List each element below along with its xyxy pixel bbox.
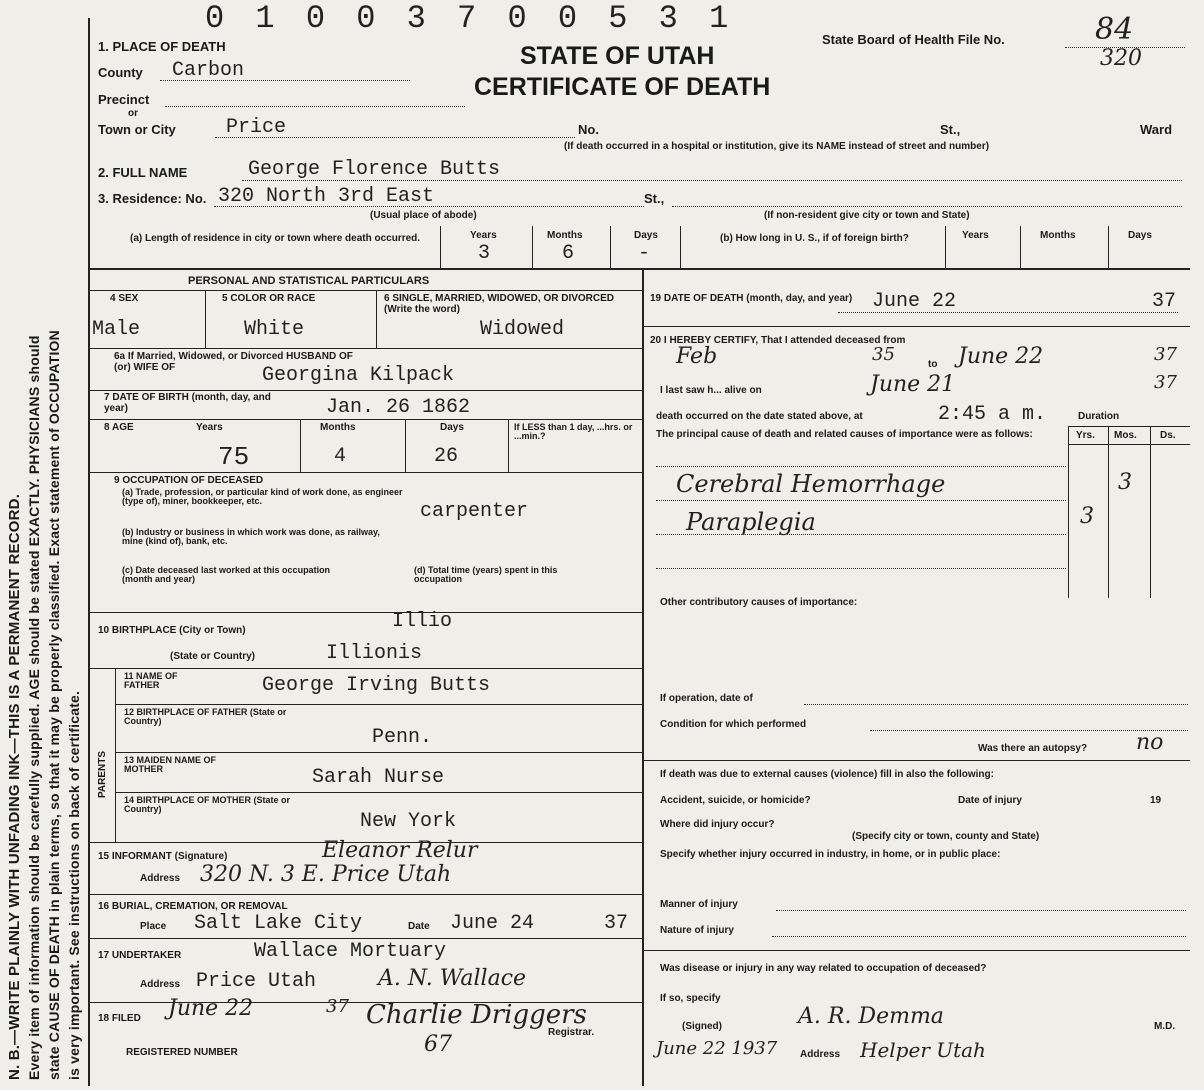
- color-label: 5 COLOR OR RACE: [222, 293, 316, 304]
- us-col-3: [1108, 226, 1109, 268]
- len-months-label: Months: [547, 230, 583, 241]
- last-saw-year: 37: [1154, 372, 1177, 393]
- specify-label: If so, specify: [660, 993, 721, 1004]
- nature-label: Nature of injury: [660, 925, 734, 936]
- informant-address-label: Address: [140, 873, 181, 884]
- file-number: 84: [1095, 12, 1134, 47]
- len-col-3: [610, 226, 611, 268]
- nature-line: [772, 936, 1186, 937]
- file-line: [1065, 47, 1185, 48]
- dob-value: Jan. 26 1862: [326, 396, 471, 419]
- age-col-2: [405, 420, 406, 472]
- mother-label: 13 MAIDEN NAME OF MOTHER: [124, 755, 217, 775]
- burial-date: June 24: [450, 912, 535, 935]
- informant-address: 320 N. 3 E. Price Utah: [200, 862, 452, 887]
- parents-label: PARENTS: [97, 750, 108, 798]
- row-rule-11: [88, 894, 642, 895]
- birthplace-label: 10 BIRTHPLACE (City or Town): [98, 625, 246, 636]
- occupation-b-label: (b) Industry or business in which work was done, as railway, mine (kind of), bank, etc.: [122, 527, 380, 547]
- town-value: Price: [226, 116, 287, 139]
- death-occurred-label: death occurred on the date stated above, at: [656, 411, 863, 422]
- registrar-signature: Charlie Driggers: [366, 1000, 587, 1030]
- instruction-margin: [6, 20, 88, 1080]
- us-months-label: Months: [1040, 230, 1076, 241]
- cause-line-1: [656, 466, 1066, 467]
- us-residence-label: (b) How long in U. S., if of foreign birth?: [720, 233, 909, 244]
- father-bp-label: 12 BIRTHPLACE OF FATHER (State or Country): [124, 707, 287, 727]
- where-note: (Specify city or town, county and State): [852, 831, 1040, 842]
- med-rule-2: [642, 760, 1190, 761]
- mother-bp-value: New York: [360, 810, 457, 833]
- med-rule-1: [642, 326, 1190, 327]
- undertaker-label: 17 UNDERTAKER: [98, 950, 182, 961]
- ward-label: Ward: [1140, 122, 1173, 137]
- cause-label: The principal cause of death and related causes of importance were as follows:: [656, 429, 1033, 440]
- len-months-value: 6: [562, 242, 575, 265]
- age-years-value: 75: [218, 442, 250, 472]
- row-rule-8: [115, 752, 642, 753]
- place-heading: 1. PLACE OF DEATH: [98, 39, 226, 54]
- name-line: [242, 180, 1182, 181]
- attended-to: June 22: [958, 344, 1044, 369]
- frame-center-v: [642, 270, 644, 1086]
- town-no-label: No.: [578, 122, 599, 137]
- residence-value: 320 North 3rd East: [218, 185, 435, 208]
- instruction-line-4: is very important. See instructions on back of certificate.: [66, 690, 82, 1080]
- condition-label: Condition for which performed: [660, 719, 807, 730]
- full-name-label: 2. FULL NAME: [98, 165, 188, 180]
- ds-label: Ds.: [1160, 430, 1176, 441]
- contrib-label: Other contributory causes of importance:: [660, 597, 858, 608]
- where-label: Where did injury occur?: [660, 819, 775, 830]
- occupation-a-label: (a) Trade, profession, or particular kind of work done, as engineer (type of), miner, bookkeeper, etc.: [122, 487, 403, 507]
- row-rule-2: [88, 390, 642, 391]
- operation-line: [804, 704, 1188, 705]
- sex-col: [205, 291, 206, 349]
- father-bp-value: Penn.: [372, 726, 433, 749]
- birthplace-state-label: (State or Country): [170, 651, 255, 662]
- operation-label: If operation, date of: [660, 693, 753, 704]
- signed-label: (Signed): [682, 1021, 722, 1032]
- town-line: [215, 137, 575, 138]
- len-days-value: -: [638, 242, 651, 265]
- informant-signature: Eleanor Relur: [322, 838, 478, 863]
- autopsy-label: Was there an autopsy?: [978, 743, 1088, 754]
- father-value: George Irving Butts: [262, 674, 491, 697]
- usual-note: (Usual place of abode): [370, 210, 477, 221]
- residence-line: [214, 206, 644, 207]
- spouse-label: 6a If Married, Widowed, or Divorced HUSBAND OF (or) WIFE OF: [114, 351, 353, 373]
- residence-label: 3. Residence: No.: [98, 191, 207, 206]
- accident-label: Accident, suicide, or homicide?: [660, 795, 811, 806]
- mother-bp-label: 14 BIRTHPLACE OF MOTHER (State or Country): [124, 795, 291, 815]
- len-col-4: [680, 226, 681, 268]
- burial-place: Salt Lake City: [194, 912, 363, 935]
- us-col-1: [945, 226, 946, 268]
- undertaker-value: Wallace Mortuary: [254, 940, 447, 963]
- burial-place-label: Place: [140, 921, 167, 932]
- age-months-label: Months: [320, 422, 356, 433]
- father-label: 11 NAME OF FATHER: [124, 671, 178, 691]
- mother-value: Sarah Nurse: [312, 766, 445, 789]
- physician-address: Helper Utah: [860, 1038, 986, 1062]
- marital-label: 6 SINGLE, MARRIED, WIDOWED, OR DIVORCED (Write the word): [384, 293, 615, 315]
- residence-st-label: St.,: [644, 191, 665, 206]
- personal-heading: PERSONAL AND STATISTICAL PARTICULARS: [188, 275, 430, 287]
- occupation-value: carpenter: [420, 500, 529, 523]
- birthplace-state: Illionis: [326, 642, 423, 665]
- dob-label: 7 DATE OF BIRTH (month, day, and year): [104, 392, 271, 414]
- undertaker-address-label: Address: [140, 979, 181, 990]
- age-col-3: [508, 420, 509, 472]
- title-certificate: CERTIFICATE OF DEATH: [474, 73, 771, 101]
- manner-line: [776, 910, 1186, 911]
- frame-mid-h: [88, 268, 1190, 270]
- color-value: White: [244, 318, 305, 341]
- town-label: Town or City: [98, 122, 176, 137]
- birthplace-city: Illio: [392, 610, 453, 633]
- row-rule-4: [88, 472, 642, 473]
- dur-col-1: [1068, 426, 1069, 598]
- filed-year: 37: [326, 996, 349, 1017]
- frame-left: [88, 18, 90, 1086]
- dur-top: [1068, 426, 1190, 427]
- dod-line: [838, 312, 1178, 313]
- age-days-label: Days: [440, 422, 464, 433]
- filed-date: June 22: [168, 996, 254, 1021]
- last-saw-value: June 21: [870, 372, 956, 397]
- external-label: If death was due to external causes (violence) fill in also the following:: [660, 769, 994, 780]
- residence-line-2: [672, 206, 1182, 207]
- reg-number: 67: [424, 1032, 452, 1057]
- row-rule-1: [88, 348, 642, 349]
- len-col-1: [440, 226, 441, 268]
- burial-year: 37: [604, 912, 629, 935]
- row-rule-6: [88, 668, 642, 669]
- cause-line-2: [656, 500, 1066, 501]
- spouse-value: Georgina Kilpack: [262, 364, 455, 387]
- county-line: [160, 80, 410, 81]
- parents-col: [115, 668, 116, 842]
- town-st-label: St.,: [940, 122, 961, 137]
- age-label: 8 AGE: [104, 422, 134, 433]
- duration-label: Duration: [1078, 411, 1120, 422]
- len-days-label: Days: [634, 230, 658, 241]
- burial-label: 16 BURIAL, CREMATION, OR REMOVAL: [98, 901, 288, 912]
- instruction-line-3: state CAUSE OF DEATH in plain terms, so that it may be properly classified. Exact statement of OCCUPATION: [46, 330, 62, 1080]
- md-label: M.D.: [1154, 1021, 1176, 1032]
- instruction-line-1: N. B.—WRITE PLAINLY WITH UNFADING INK—THIS IS A PERMANENT RECORD.: [6, 493, 23, 1080]
- cause-1-duration: 3: [1118, 470, 1132, 495]
- us-col-2: [1020, 226, 1021, 268]
- cause-2-duration: 3: [1080, 504, 1094, 529]
- cause-2: Paraplegia: [686, 508, 816, 536]
- len-years-value: 3: [478, 242, 491, 265]
- cause-line-3: [656, 534, 1066, 535]
- sex-value: Male: [92, 318, 141, 341]
- cause-1: Cerebral Hemorrhage: [676, 470, 946, 498]
- death-time: 2:45 a m.: [938, 403, 1047, 426]
- dur-head: [1068, 444, 1190, 445]
- color-col: [376, 291, 377, 349]
- sign-date: June 22 1937: [656, 1038, 778, 1059]
- us-years-label: Years: [962, 230, 989, 241]
- age-col-1: [300, 420, 301, 472]
- mos-label: Mos.: [1114, 430, 1137, 441]
- physician-signature: A. R. Demma: [798, 1004, 944, 1029]
- autopsy-value: no: [1136, 730, 1164, 755]
- reg-number-label: REGISTERED NUMBER: [126, 1047, 238, 1058]
- injury-date-label: Date of injury: [958, 795, 1022, 806]
- yrs-label: Yrs.: [1076, 430, 1095, 441]
- age-days-value: 26: [434, 445, 459, 468]
- marital-value: Widowed: [480, 318, 565, 341]
- file-number-label: State Board of Health File No.: [822, 32, 1005, 47]
- county-label: County: [98, 65, 143, 80]
- filed-label: 18 FILED: [98, 1013, 141, 1024]
- physician-address-label: Address: [800, 1049, 841, 1060]
- manner-label: Manner of injury: [660, 899, 738, 910]
- registrar-label: Registrar.: [548, 1027, 595, 1038]
- row-rule-3: [88, 419, 642, 420]
- occupation-heading: 9 OCCUPATION OF DECEASED: [114, 475, 264, 486]
- serial-number: 0 1 0 0 3 7 0 0 5 3 1: [205, 0, 735, 37]
- burial-date-label: Date: [408, 921, 430, 932]
- related-label: Was disease or injury in any way related to occupation of deceased?: [660, 963, 987, 974]
- dod-year: 37: [1152, 290, 1177, 313]
- len-col-2: [532, 226, 533, 268]
- last-saw-label: I last saw h... alive on: [660, 385, 762, 396]
- dod-value: June 22: [872, 290, 957, 313]
- row-rule-7: [115, 704, 642, 705]
- med-rule-3: [642, 950, 1190, 951]
- dur-col-2: [1108, 426, 1109, 598]
- age-months-value: 4: [334, 445, 347, 468]
- undertaker-signature: A. N. Wallace: [378, 966, 527, 991]
- or-label: or: [128, 108, 138, 119]
- from-year: 35: [872, 344, 895, 365]
- certify-label: 20 I HEREBY CERTIFY, That I attended deceased from: [650, 335, 906, 346]
- precinct-label: Precinct: [98, 92, 150, 107]
- to-label: to: [928, 359, 938, 370]
- file-number-extra: 320: [1100, 46, 1142, 71]
- len-years-label: Years: [470, 230, 497, 241]
- dod-label: 19 DATE OF DEATH (month, day, and year): [650, 293, 853, 304]
- informant-label: 15 INFORMANT (Signature): [98, 851, 228, 862]
- industry-label: Specify whether injury occurred in industry, in home, or in public place:: [660, 849, 1001, 860]
- personal-rule: [88, 290, 642, 291]
- instruction-line-2: Every item of information should be carefully supplied. AGE should be stated EXACTLY. PHYSICIANS should: [26, 335, 42, 1080]
- sex-label: 4 SEX: [110, 293, 139, 304]
- dur-col-3: [1150, 426, 1151, 598]
- length-residence-label: (a) Length of residence in city or town where death occurred.: [130, 233, 421, 244]
- county-value: Carbon: [172, 59, 245, 82]
- undertaker-address: Price Utah: [196, 970, 317, 993]
- if-less-label: If LESS than 1 day, ...hrs. or ...min.?: [514, 422, 633, 442]
- full-name-value: George Florence Butts: [248, 158, 501, 181]
- row-rule-5: [88, 612, 642, 613]
- occupation-d-label: (d) Total time (years) spent in this occupation: [414, 565, 558, 585]
- us-days-label: Days: [1128, 230, 1152, 241]
- hospital-note: (If death occurred in a hospital or institution, give its NAME instead of street and number): [564, 141, 990, 152]
- nineteen-label: 19: [1150, 795, 1162, 806]
- attended-from: Feb: [676, 344, 718, 369]
- occupation-c-label: (c) Date deceased last worked at this occupation (month and year): [122, 565, 331, 585]
- cause-line-4: [656, 568, 1066, 569]
- precinct-line: [165, 106, 465, 107]
- row-rule-12: [88, 938, 642, 939]
- age-years-label: Years: [196, 422, 223, 433]
- to-year: 37: [1154, 344, 1177, 365]
- title-state: STATE OF UTAH: [520, 42, 715, 70]
- nonres-note: (If non-resident give city or town and State): [764, 210, 970, 221]
- row-rule-9: [115, 792, 642, 793]
